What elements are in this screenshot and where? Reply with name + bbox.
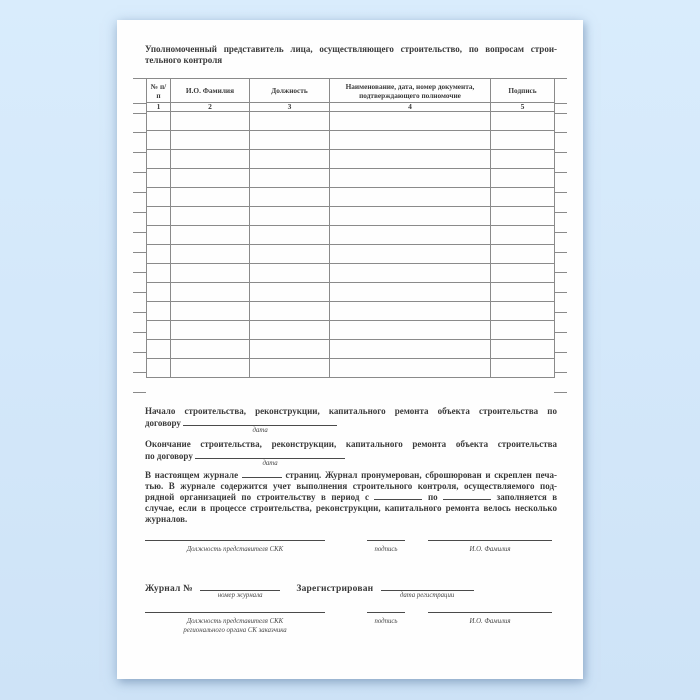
table-cell bbox=[171, 264, 250, 283]
table-cell bbox=[171, 321, 250, 340]
table-cell bbox=[491, 207, 555, 226]
journal-paragraph bbox=[145, 470, 557, 525]
table-cell bbox=[171, 207, 250, 226]
start-block-line1: Начало строительства, реконструкции, капитального ремонта объекта строительства по bbox=[145, 406, 557, 416]
name-signature-line bbox=[428, 532, 552, 541]
registration-row bbox=[145, 583, 557, 599]
paragraph-text: заполняется в bbox=[496, 492, 558, 502]
table-body bbox=[147, 112, 555, 378]
column-header-number: № п/п bbox=[147, 79, 171, 103]
end-date-blank bbox=[195, 451, 345, 467]
table-cell bbox=[491, 302, 555, 321]
table-cell bbox=[330, 359, 491, 378]
table-cell bbox=[330, 340, 491, 359]
table-row bbox=[147, 169, 555, 188]
paragraph-line: журналов. bbox=[145, 514, 188, 524]
table-cell bbox=[491, 340, 555, 359]
table-header-row bbox=[147, 79, 555, 103]
column-header-position: Должность bbox=[250, 79, 330, 103]
table-cell bbox=[171, 245, 250, 264]
table-numbering-row bbox=[147, 103, 555, 112]
table-cell bbox=[491, 264, 555, 283]
name-caption: И.О. Фамилия bbox=[469, 618, 511, 625]
blank-underline bbox=[195, 451, 345, 459]
position-caption: Должность представителя СКК bbox=[186, 546, 284, 553]
table-cell bbox=[147, 359, 171, 378]
table-cell bbox=[147, 321, 171, 340]
table-cell bbox=[330, 245, 491, 264]
table-cell bbox=[171, 340, 250, 359]
table-cell bbox=[330, 264, 491, 283]
table-cell bbox=[250, 188, 330, 207]
column-header-name: И.О. Фамилия bbox=[171, 79, 250, 103]
table-row bbox=[147, 340, 555, 359]
table-cell bbox=[171, 112, 250, 131]
table-cell bbox=[171, 283, 250, 302]
table-cell bbox=[147, 264, 171, 283]
table-cell bbox=[171, 150, 250, 169]
table-cell bbox=[147, 150, 171, 169]
numbering-cell: 5 bbox=[491, 103, 555, 112]
table-cell bbox=[491, 283, 555, 302]
position-caption-line2: регионального органа СК заказчика bbox=[183, 627, 287, 634]
table-row bbox=[147, 112, 555, 131]
table-cell bbox=[250, 245, 330, 264]
table-cell bbox=[250, 264, 330, 283]
table-row bbox=[147, 131, 555, 150]
table-cell bbox=[330, 226, 491, 245]
table-cell bbox=[147, 188, 171, 207]
table-cell bbox=[491, 112, 555, 131]
table-row bbox=[147, 150, 555, 169]
table-cell bbox=[250, 302, 330, 321]
table-cell bbox=[491, 131, 555, 150]
blank-underline bbox=[443, 492, 491, 500]
table-line-overhang-right bbox=[554, 78, 567, 394]
document-heading bbox=[145, 44, 557, 66]
table-cell bbox=[250, 359, 330, 378]
table-row bbox=[147, 245, 555, 264]
journal-number-label: Журнал № bbox=[145, 584, 193, 594]
table-cell bbox=[147, 112, 171, 131]
blank-underline bbox=[242, 470, 282, 478]
table-cell bbox=[171, 188, 250, 207]
table-cell bbox=[491, 150, 555, 169]
paragraph-line: тью. В журнале содержится учет выполнения строительного контроля, осуществляемого под- bbox=[145, 481, 557, 491]
representatives-table bbox=[146, 78, 555, 378]
numbering-cell: 4 bbox=[330, 103, 491, 112]
table-cell bbox=[330, 321, 491, 340]
period-from-blank bbox=[374, 492, 422, 500]
table-cell bbox=[250, 131, 330, 150]
table-cell bbox=[491, 359, 555, 378]
signature-row-1 bbox=[145, 532, 557, 566]
table-row bbox=[147, 302, 555, 321]
blank-underline bbox=[183, 418, 337, 426]
blank-caption: номер журнала bbox=[217, 592, 263, 599]
table-cell bbox=[330, 283, 491, 302]
paragraph-line: случае, если в процессе строительства, реконструкции, капитального ремонта велось несколько bbox=[145, 503, 557, 513]
table-line-overhang-left bbox=[133, 78, 146, 394]
table-cell bbox=[250, 321, 330, 340]
table-cell bbox=[147, 340, 171, 359]
table-cell bbox=[491, 169, 555, 188]
heading-line: Уполномоченный представитель лица, осуществляющего строительство, по вопросам строи- bbox=[145, 44, 557, 54]
paragraph-text: рядной организацией по строительству в период с bbox=[145, 492, 369, 502]
blank-caption: дата bbox=[262, 460, 278, 467]
blank-underline bbox=[374, 492, 422, 500]
blank-underline bbox=[381, 583, 474, 591]
position-signature-line bbox=[145, 604, 325, 613]
table-cell bbox=[250, 207, 330, 226]
numbering-cell: 2 bbox=[171, 103, 250, 112]
table-cell bbox=[250, 150, 330, 169]
table-cell bbox=[171, 131, 250, 150]
name-signature-line bbox=[428, 604, 552, 613]
paragraph-line bbox=[145, 492, 557, 503]
table-cell bbox=[330, 131, 491, 150]
table-cell bbox=[147, 226, 171, 245]
start-block-label: договору bbox=[145, 418, 181, 428]
journal-number-blank bbox=[200, 583, 280, 599]
table-cell bbox=[147, 245, 171, 264]
registered-label: Зарегистрирован bbox=[296, 584, 374, 594]
position-caption bbox=[145, 617, 325, 635]
table-cell bbox=[171, 302, 250, 321]
position-caption-line1: Должность представителя СКК bbox=[186, 618, 284, 625]
end-block-line2 bbox=[145, 451, 557, 467]
table-cell bbox=[147, 283, 171, 302]
table-row bbox=[147, 359, 555, 378]
table-cell bbox=[171, 169, 250, 188]
table-row bbox=[147, 226, 555, 245]
paragraph-text: В настоящем журнале bbox=[145, 470, 239, 480]
sign-signature-line bbox=[367, 604, 405, 613]
table-cell bbox=[171, 226, 250, 245]
table-cell bbox=[147, 169, 171, 188]
blank-caption: дата регистрации bbox=[399, 592, 455, 599]
table-cell bbox=[147, 302, 171, 321]
blank-caption: дата bbox=[252, 427, 268, 434]
heading-line: тельного контроля bbox=[145, 55, 223, 65]
numbering-cell: 3 bbox=[250, 103, 330, 112]
signature-row-2 bbox=[145, 604, 557, 638]
table-cell bbox=[330, 169, 491, 188]
paragraph-text: страниц. Журнал пронумерован, сброшюрован и скреплен печа- bbox=[285, 470, 558, 480]
table-cell bbox=[491, 226, 555, 245]
paragraph-text: по bbox=[427, 492, 438, 502]
period-to-blank bbox=[443, 492, 491, 500]
table-cell bbox=[147, 207, 171, 226]
table-cell bbox=[250, 340, 330, 359]
table-cell bbox=[147, 131, 171, 150]
end-block-line1: Окончание строительства, реконструкции, капитального ремонта объекта строительства bbox=[145, 439, 557, 449]
table-cell bbox=[491, 188, 555, 207]
table-cell bbox=[250, 283, 330, 302]
sign-caption: подпись bbox=[374, 618, 398, 625]
name-caption: И.О. Фамилия bbox=[469, 546, 511, 553]
table-row bbox=[147, 207, 555, 226]
table-row bbox=[147, 264, 555, 283]
numbering-cell: 1 bbox=[147, 103, 171, 112]
table-row bbox=[147, 283, 555, 302]
representatives-table-area bbox=[133, 78, 567, 394]
blank-underline bbox=[200, 583, 280, 591]
column-header-document: Наименование, дата, номер документа, подтверждающего полномочие bbox=[330, 79, 491, 103]
table-row bbox=[147, 188, 555, 207]
registration-date-blank bbox=[381, 583, 474, 599]
table-cell bbox=[330, 188, 491, 207]
sign-signature-line bbox=[367, 532, 405, 541]
document-page bbox=[117, 20, 583, 679]
table-cell bbox=[250, 226, 330, 245]
sign-caption: подпись bbox=[374, 546, 398, 553]
table-cell bbox=[250, 112, 330, 131]
start-block-line2 bbox=[145, 418, 557, 434]
position-signature-line bbox=[145, 532, 325, 541]
table-cell bbox=[330, 207, 491, 226]
column-header-signature: Подпись bbox=[491, 79, 555, 103]
table-cell bbox=[491, 321, 555, 340]
table-cell bbox=[250, 169, 330, 188]
table-row bbox=[147, 321, 555, 340]
end-block-label: по договору bbox=[145, 451, 193, 461]
table-cell bbox=[330, 302, 491, 321]
paragraph-line bbox=[145, 470, 557, 481]
table-cell bbox=[330, 150, 491, 169]
pages-count-blank bbox=[242, 470, 282, 478]
table-cell bbox=[330, 112, 491, 131]
start-date-blank bbox=[183, 418, 337, 434]
table-cell bbox=[171, 359, 250, 378]
table-cell bbox=[491, 245, 555, 264]
